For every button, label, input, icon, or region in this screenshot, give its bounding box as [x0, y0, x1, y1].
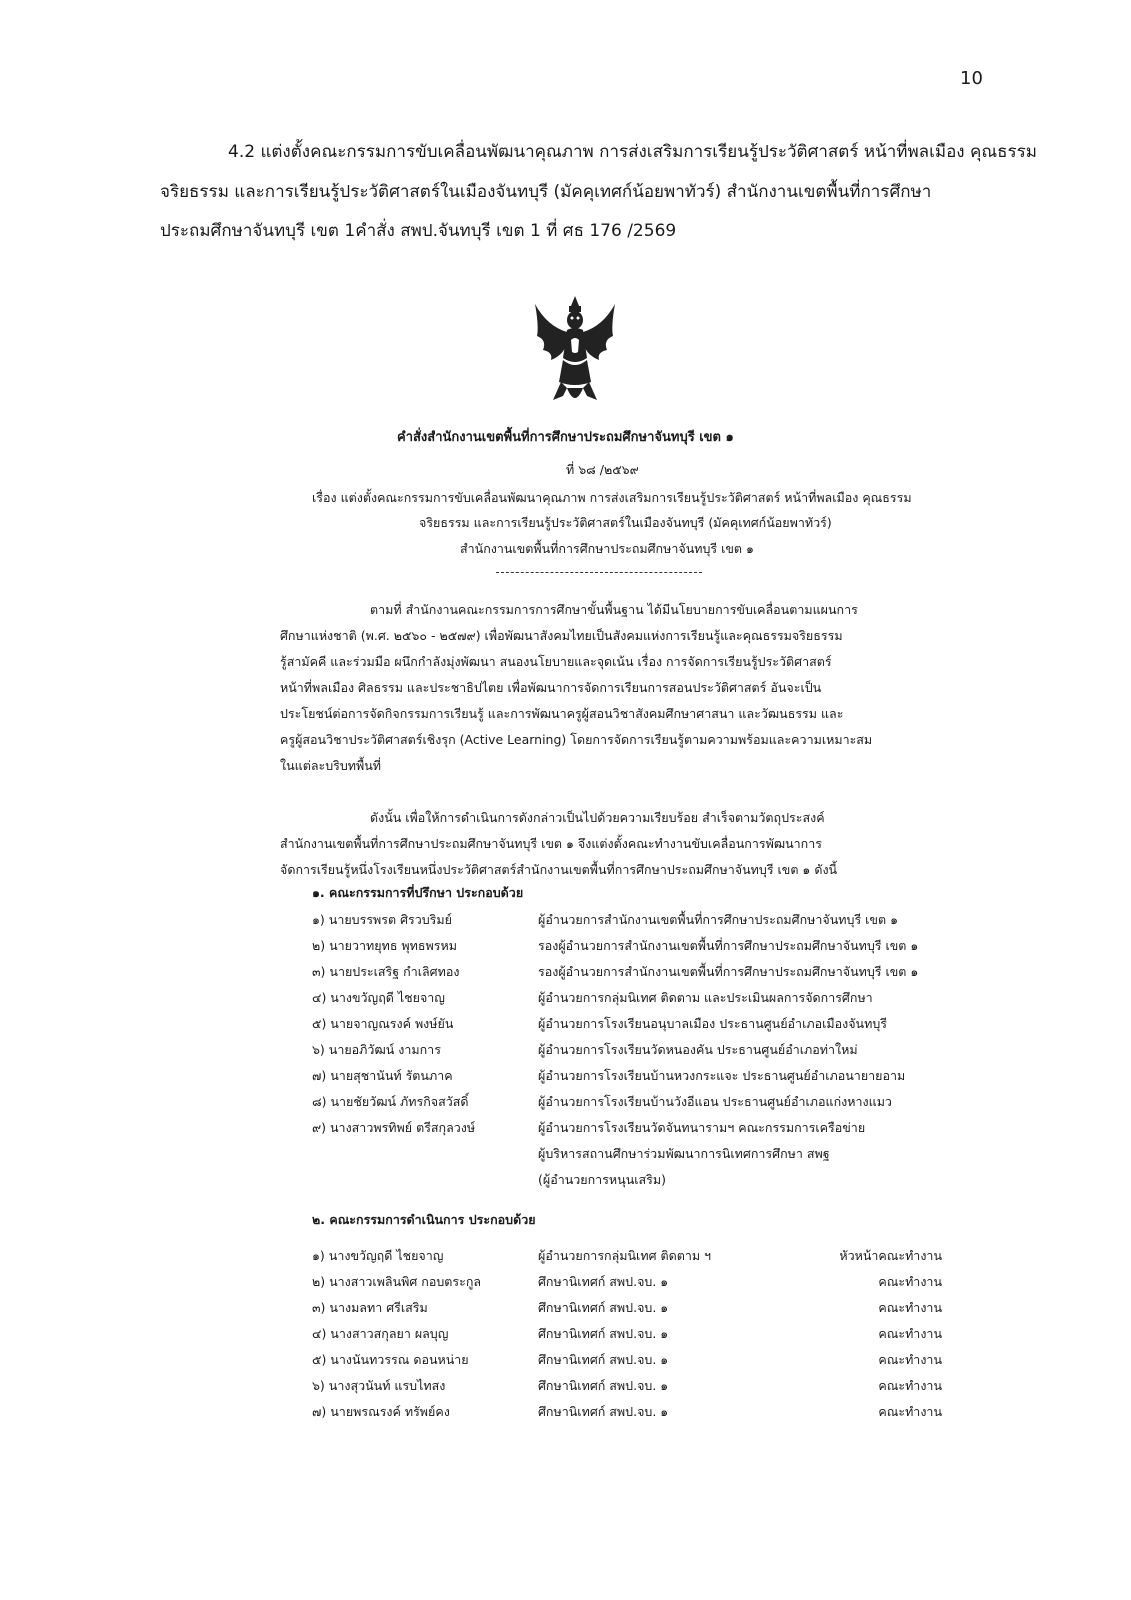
advisor-row [312, 1066, 942, 1092]
member-position: ผู้อำนวยการโรงเรียนบ้านวังอีแอน ประธานศูนย์อำเภอแก่งหางแมว [538, 1094, 892, 1109]
advisor-row [312, 936, 942, 962]
member-position: ศึกษานิเทศก์ สพป.จบ. ๑ [538, 1352, 669, 1367]
member-name: ๘) นายชัยวัฒน์ ภัทรกิจสวัสดิ์ [312, 1094, 469, 1109]
member-position: ศึกษานิเทศก์ สพป.จบ. ๑ [538, 1404, 669, 1419]
member-position: ผู้อำนวยการโรงเรียนอนุบาลเมือง ประธานศูนย์อำเภอเมืองจันทบุรี [538, 1016, 887, 1031]
member-position: ศึกษานิเทศก์ สพป.จบ. ๑ [538, 1300, 669, 1315]
committee-row [312, 1272, 942, 1298]
member-name: ๕) นายจาญณรงค์ พงษ์ยัน [312, 1016, 454, 1031]
member-position: ผู้อำนวยการกลุ่มนิเทศ ติดตาม ฯ [538, 1248, 712, 1263]
member-role: คณะทำงาน [878, 1352, 942, 1367]
advisor-row [312, 1118, 942, 1144]
paragraph-line: สำนักงานเขตพื้นที่การศึกษาประถมศึกษาจันทบุรี เขต ๑ จึงแต่งตั้งคณะทำงานขับเคลื่อนการพัฒนาการ [280, 836, 822, 851]
member-name: ๓) นายประเสริฐ กำเลิศทอง [312, 964, 460, 979]
paragraph-line: ศึกษาแห่งชาติ (พ.ศ. ๒๕๖๐ - ๒๕๗๙) เพื่อพัฒนาสังคมไทยเป็นสังคมแห่งการเรียนรู้และคุณธรรมจริยธรรม [280, 628, 843, 643]
member-name: ๑) นางขวัญฤดี ไชยจาญ [312, 1248, 444, 1263]
member-position: ผู้อำนวยการโรงเรียนวัดจันทนารามฯ คณะกรรมการเครือข่าย [538, 1120, 866, 1135]
advisor-row [312, 1014, 942, 1040]
advisor-row [312, 962, 942, 988]
paragraph-line: ประโยชน์ต่อการจัดกิจกรรมการเรียนรู้ และการพัฒนาครูผู้สอนวิชาสังคมศึกษาศาสนา และวัฒนธรรม และ [280, 706, 844, 721]
member-name: ๕) นางนันทวรรณ ดอนหน่าย [312, 1352, 469, 1367]
member-name: ๗) นายพรณรงค์ ทรัพย์คง [312, 1404, 450, 1419]
paragraph-line: ในแต่ละบริบทพื้นที่ [280, 758, 382, 773]
member-name: ๔) นางสาวสกุลยา ผลบุญ [312, 1326, 449, 1341]
member-position: ผู้อำนวยการสำนักงานเขตพื้นที่การศึกษาประถมศึกษาจันทบุรี เขต ๑ [538, 912, 898, 927]
advisor-row-continued [312, 1144, 942, 1170]
member-position: รองผู้อำนวยการสำนักงานเขตพื้นที่การศึกษาประถมศึกษาจันทบุรี เขต ๑ [538, 964, 919, 979]
committee-row [312, 1376, 942, 1402]
member-role: คณะทำงาน [878, 1378, 942, 1393]
member-name: ๓) นางมลทา ศรีเสริม [312, 1300, 428, 1315]
order-title: คำสั่งสำนักงานเขตพื้นที่การศึกษาประถมศึกษาจันทบุรี เขต ๑ [397, 430, 734, 445]
order-paragraph-1 [280, 597, 930, 779]
member-role: คณะทำงาน [878, 1300, 942, 1315]
member-position: ผู้อำนวยการโรงเรียนวัดหนองคัน ประธานศูนย์อำเภอท่าใหม่ [538, 1042, 858, 1057]
paragraph-line: ตามที่ สำนักงานคณะกรรมการการศึกษาขั้นพื้นฐาน ได้มีนโยบายการขับเคลื่อนตามแผนการ [370, 602, 858, 617]
order-paragraph-2 [280, 805, 930, 883]
member-role: คณะทำงาน [878, 1404, 942, 1419]
paragraph-line: รู้สามัคคี และร่วมมือ ผนึกกำลังมุ่งพัฒนา สนองนโยบายและจุดเน้น เรื่อง การจัดการเรียนรู้ประวัติศาสตร์ [280, 654, 832, 669]
committee-row [312, 1298, 942, 1324]
member-position: ผู้อำนวยการกลุ่มนิเทศ ติดตาม และประเมินผลการจัดการศึกษา [538, 990, 873, 1005]
page-number: 10 [960, 68, 983, 89]
member-position: (ผู้อำนวยการหนุนเสริม) [538, 1172, 666, 1187]
order-subject-line-1: เรื่อง แต่งตั้งคณะกรรมการขับเคลื่อนพัฒนาคุณภาพ การส่งเสริมการเรียนรู้ประวัติศาสตร์ หน้าที่พลเมือง คุณธรรม [312, 490, 912, 505]
member-name: ๑) นายบรรพรต ศิรวบริมย์ [312, 912, 452, 927]
member-name: ๒) นายวาทยุทธ พุทธพรหม [312, 938, 457, 953]
intro-line-1: 4.2 แต่งตั้งคณะกรรมการขับเคลื่อนพัฒนาคุณภาพ การส่งเสริมการเรียนรู้ประวัติศาสตร์ หน้าที่พลเมือง คุณธรรม [228, 142, 1038, 162]
order-number: ที่ ๖๘ /๒๕๖๙ [566, 462, 639, 477]
garuda-emblem-icon [533, 296, 617, 408]
member-role: คณะทำงาน [878, 1326, 942, 1341]
section-2-heading: ๒. คณะกรรมการดำเนินการ ประกอบด้วย [312, 1212, 536, 1227]
paragraph-line: ดังนั้น เพื่อให้การดำเนินการดังกล่าวเป็นไปด้วยความเรียบร้อย สำเร็จตามวัตถุประสงค์ [370, 810, 825, 825]
advisor-row [312, 988, 942, 1014]
paragraph-line: ครูผู้สอนวิชาประวัติศาสตร์เชิงรุก (Active Learning) โดยการจัดการเรียนรู้ตามความพร้อมและความเหมาะสม [280, 732, 873, 747]
committee-row [312, 1350, 942, 1376]
intro-line-3: ประถมศึกษาจันทบุรี เขต 1คำสั่ง สพป.จันทบุรี เขต 1 ที่ ศธ 176 /2569 [160, 221, 677, 241]
member-position: ศึกษานิเทศก์ สพป.จบ. ๑ [538, 1274, 669, 1289]
order-subject-line-2: จริยธรรม และการเรียนรู้ประวัติศาสตร์ในเมืองจันทบุรี (มัคคุเทศก์น้อยพาทัวร์) [419, 515, 832, 530]
member-name: ๗) นายสุชานันท์ รัตนภาค [312, 1068, 453, 1083]
member-name: ๙) นางสาวพรทิพย์ ตรีสกุลวงษ์ [312, 1120, 476, 1135]
member-name: ๖) นางสุวนันท์ แรบไทสง [312, 1378, 446, 1393]
member-position: ผู้บริหารสถานศึกษาร่วมพัฒนาการนิเทศการศึกษา สพฐ [538, 1146, 830, 1161]
paragraph-line: หน้าที่พลเมือง ศิลธรรม และประชาธิปไตย เพื่อพัฒนาการจัดการเรียนการสอนประวัติศาสตร์ อันจะเป็น [280, 680, 822, 695]
member-position: ผู้อำนวยการโรงเรียนบ้านหวงกระแจะ ประธานศูนย์อำเภอนายายอาม [538, 1068, 906, 1083]
advisor-row-continued [312, 1170, 942, 1196]
member-role: หัวหน้าคณะทำงาน [839, 1248, 942, 1263]
advisor-row [312, 910, 942, 936]
committee-row [312, 1402, 942, 1428]
section-1-heading: ๑. คณะกรรมการที่ปรึกษา ประกอบด้วย [312, 885, 524, 900]
committee-row [312, 1246, 942, 1272]
member-position: รองผู้อำนวยการสำนักงานเขตพื้นที่การศึกษาประถมศึกษาจันทบุรี เขต ๑ [538, 938, 919, 953]
intro-line-2: จริยธรรม และการเรียนรู้ประวัติศาสตร์ในเมืองจันทบุรี (มัคคุเทศก์น้อยพาทัวร์) สำนักงานเขตพื้นที่การศึกษา [160, 182, 932, 202]
advisor-row [312, 1092, 942, 1118]
member-name: ๔) นางขวัญฤดี ไชยจาญ [312, 990, 445, 1005]
committee-row [312, 1324, 942, 1350]
order-subject-line-3: สำนักงานเขตพื้นที่การศึกษาประถมศึกษาจันทบุรี เขต ๑ [460, 541, 754, 556]
member-role: คณะทำงาน [878, 1274, 942, 1289]
member-position: ศึกษานิเทศก์ สพป.จบ. ๑ [538, 1326, 669, 1341]
divider-dashed [496, 572, 702, 573]
member-name: ๖) นายอภิวัฒน์ งามการ [312, 1042, 441, 1057]
member-name: ๒) นางสาวเพลินพิศ กอบตระกูล [312, 1274, 482, 1289]
paragraph-line: จัดการเรียนรู้หนึ่งโรงเรียนหนึ่งประวัติศาสตร์สำนักงานเขตพื้นที่การศึกษาประถมศึกษาจันทบุรี เขต ๑ ดังนี้ [280, 862, 838, 877]
advisor-row [312, 1040, 942, 1066]
member-position: ศึกษานิเทศก์ สพป.จบ. ๑ [538, 1378, 669, 1393]
